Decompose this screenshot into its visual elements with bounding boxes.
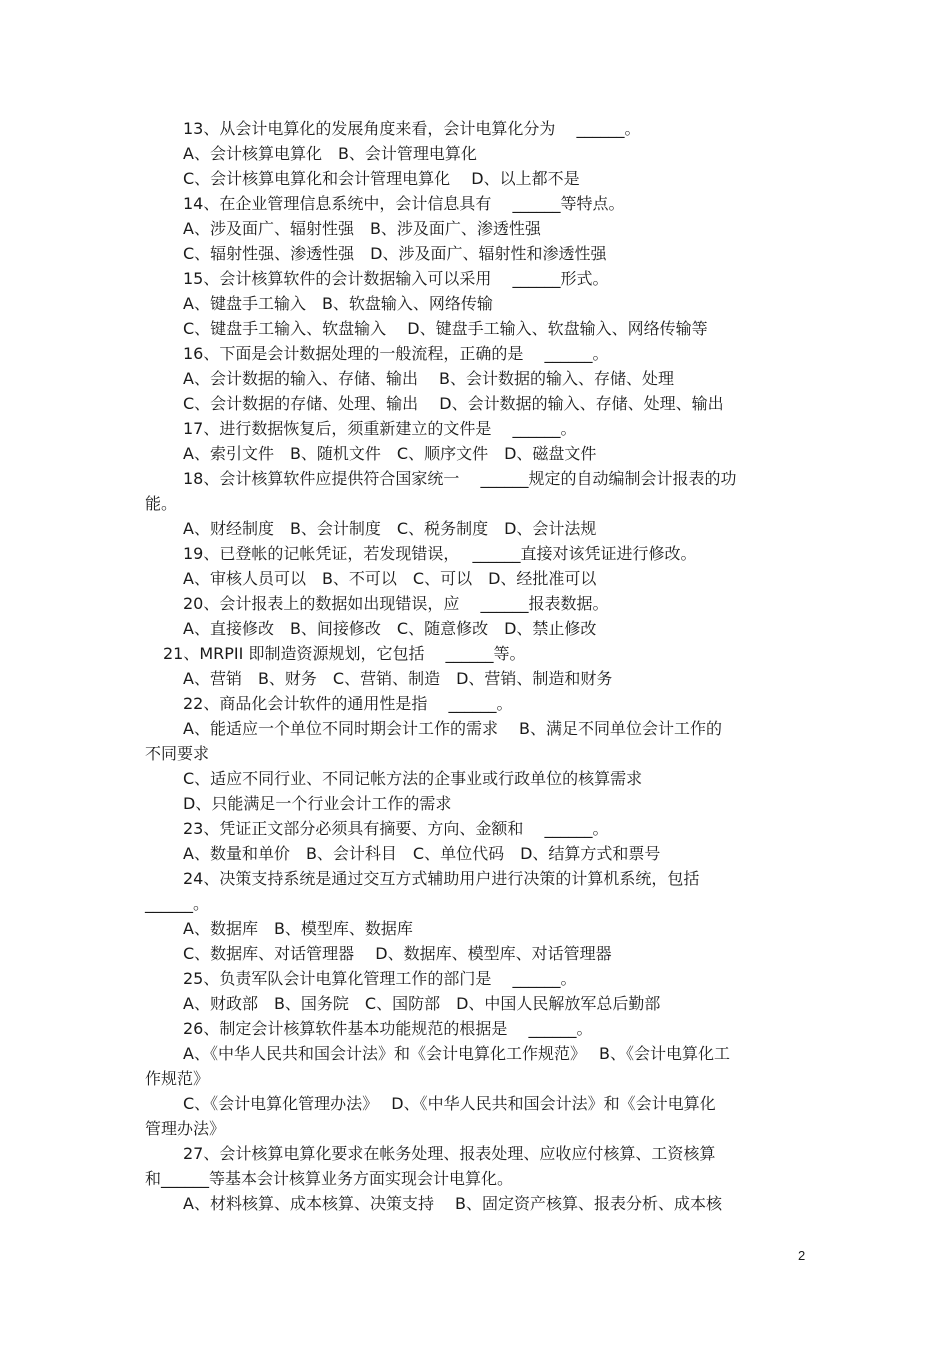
- option-line: C、《会计电算化管理办法》 D、《中华人民共和国会计法》和《会计电算化: [183, 1094, 716, 1113]
- option-line: A、数量和单价 B、会计科目 C、单位代码 D、结算方式和票号: [183, 844, 661, 863]
- question-25: 25、负责军队会计电算化管理工作的部门是 ______。: [183, 969, 577, 988]
- option-line: A、能适应一个单位不同时期会计工作的需求 B、满足不同单位会计工作的: [183, 719, 723, 738]
- option-line: C、数据库、对话管理器 D、数据库、模型库、对话管理器: [183, 944, 612, 963]
- question-23: 23、凭证正文部分必须具有摘要、方向、金额和 ______。: [183, 819, 609, 838]
- option-line: A、营销 B、财务 C、营销、制造 D、营销、制造和财务: [183, 669, 613, 688]
- option-line: A、材料核算、成本核算、决策支持 B、固定资产核算、报表分析、成本核: [183, 1194, 723, 1213]
- question-27: 27、会计核算电算化要求在帐务处理、报表处理、应收应付核算、工资核算: [183, 1144, 716, 1163]
- question-14: 14、在企业管理信息系统中，会计信息具有 ______等特点。: [183, 194, 625, 213]
- page-number: 2: [798, 1248, 806, 1263]
- option-line: A、直接修改 B、间接修改 C、随意修改 D、禁止修改: [183, 619, 597, 638]
- option-line: A、数据库 B、模型库、数据库: [183, 919, 413, 938]
- question-13: 13、从会计电算化的发展角度来看，会计电算化分为 ______。: [183, 119, 641, 138]
- option-line: C、辐射性强、渗透性强 D、涉及面广、辐射性和渗透性强: [183, 244, 607, 263]
- question-27-continued: 和______等基本会计核算业务方面实现会计电算化。: [145, 1169, 514, 1188]
- option-line: C、会计数据的存储、处理、输出 D、会计数据的输入、存储、处理、输出: [183, 394, 724, 413]
- option-line: A、财政部 B、国务院 C、国防部 D、中国人民解放军总后勤部: [183, 994, 661, 1013]
- question-18-continued: 能。: [145, 494, 178, 513]
- option-line: C、键盘手工输入、软盘输入 D、键盘手工输入、软盘输入、网络传输等: [183, 319, 708, 338]
- question-16: 16、下面是会计数据处理的一般流程，正确的是 ______。: [183, 344, 609, 363]
- option-line-continued: 管理办法》: [145, 1119, 226, 1138]
- option-line: A、会计核算电算化 B、会计管理电算化: [183, 144, 477, 163]
- option-line: A、会计数据的输入、存储、输出 B、会计数据的输入、存储、处理: [183, 369, 675, 388]
- option-line-continued: 不同要求: [145, 744, 210, 763]
- document-body: [0, 116, 950, 1216]
- option-line: A、审核人员可以 B、不可以 C、可以 D、经批准可以: [183, 569, 597, 588]
- question-26: 26、制定会计核算软件基本功能规范的根据是 ______。: [183, 1019, 593, 1038]
- option-line: A、财经制度 B、会计制度 C、税务制度 D、会计法规: [183, 519, 597, 538]
- question-24-continued: ______。: [145, 894, 210, 913]
- option-line: A、涉及面广、辐射性强 B、涉及面广、渗透性强: [183, 219, 541, 238]
- question-15: 15、会计核算软件的会计数据输入可以采用 ______形式。: [183, 269, 609, 288]
- option-line-continued: 作规范》: [145, 1069, 210, 1088]
- question-20: 20、会计报表上的数据如出现错误，应 ______报表数据。: [183, 594, 609, 613]
- option-line: A、键盘手工输入 B、软盘输入、网络传输: [183, 294, 493, 313]
- question-19: 19、已登帐的记帐凭证，若发现错误， ______直接对该凭证进行修改。: [183, 544, 697, 563]
- question-22: 22、商品化会计软件的通用性是指 ______。: [183, 694, 513, 713]
- question-17: 17、进行数据恢复后，须重新建立的文件是 ______。: [183, 419, 577, 438]
- option-line: C、会计核算电算化和会计管理电算化 D、以上都不是: [183, 169, 580, 188]
- question-18: 18、会计核算软件应提供符合国家统一 ______规定的自动编制会计报表的功: [183, 469, 737, 488]
- question-24: 24、决策支持系统是通过交互方式辅助用户进行决策的计算机系统，包括: [183, 869, 700, 888]
- option-line: A、《中华人民共和国会计法》和《会计电算化工作规范》 B、《会计电算化工: [183, 1044, 731, 1063]
- option-line: D、只能满足一个行业会计工作的需求: [183, 794, 452, 813]
- option-line: A、索引文件 B、随机文件 C、顺序文件 D、磁盘文件: [183, 444, 597, 463]
- question-21: 21、MRPII 即制造资源规划，它包括 ______等。: [163, 644, 526, 663]
- option-line: C、适应不同行业、不同记帐方法的企事业或行政单位的核算需求: [183, 769, 643, 788]
